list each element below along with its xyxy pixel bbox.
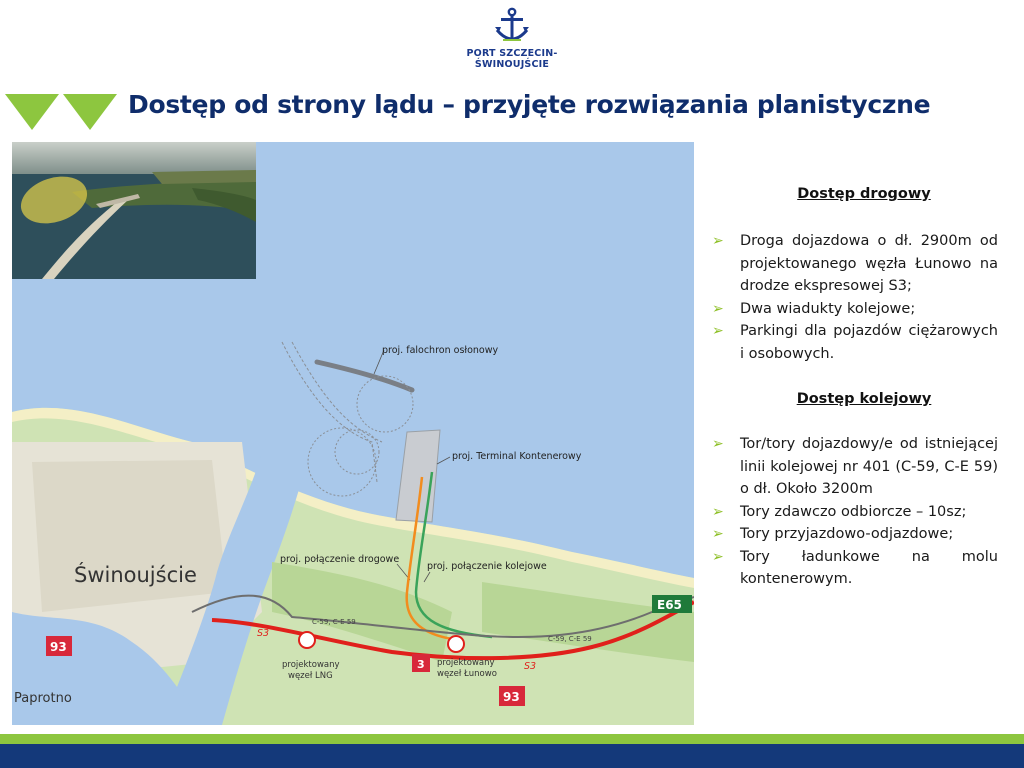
rail-access-item: Tory zdawczo odbiorcze – 10sz; [740, 503, 967, 520]
list-item [710, 523, 998, 546]
list-item [710, 230, 998, 298]
label-junction-lng-2: węzeł LNG [288, 671, 333, 681]
rail-access-heading: Dostęp kolejowy [796, 391, 932, 407]
label-rail-connection: proj. połączenie kolejowe [427, 561, 547, 572]
bullet-arrow-icon: ➢ [712, 300, 724, 317]
list-item [710, 298, 998, 321]
label-town: Świnoujście [74, 563, 197, 587]
road-access-heading: Dostęp drogowy [797, 186, 931, 202]
bullet-arrow-icon: ➢ [712, 548, 724, 565]
rail-access-list [710, 433, 998, 591]
planning-map [12, 142, 694, 725]
label-s3-right: S3 [524, 661, 537, 672]
label-terminal: proj. Terminal Kontenerowy [452, 451, 582, 462]
route-e65-shield: E65 [657, 598, 682, 612]
label-rail-line-b: C-59, C-E 59 [548, 635, 592, 643]
road-access-list [710, 230, 998, 365]
list-item [710, 501, 998, 524]
bullet-arrow-icon: ➢ [712, 323, 724, 339]
bullet-arrow-icon: ➢ [712, 436, 724, 452]
road-access-item: Dwa wiadukty kolejowe; [740, 300, 916, 317]
brand-name: PORT SZCZECIN-ŚWINOUJŚCIE [466, 48, 558, 70]
chevron-arrows-icon [5, 94, 120, 134]
bullet-arrow-icon: ➢ [712, 233, 724, 249]
footer-accent-bar [0, 734, 1024, 744]
access-description [710, 186, 998, 591]
route-93-shield-b: 93 [503, 690, 520, 704]
rail-access-item: Tory przyjazdowo-odjazdowe; [740, 526, 954, 542]
road-access-item: Parkingi dla pojazdów ciężarowych i osobowych. [740, 323, 998, 362]
rail-access-item: Tor/tory dojazdowy/e od istniejącej linii kolejowej nr 401 (C-59, C-E 59) o dł. Około 3200m [740, 436, 998, 497]
route-93-shield-a: 93 [50, 640, 67, 654]
anchor-icon [492, 6, 532, 46]
label-rail-line-a: C-59, C-E 59 [312, 618, 356, 626]
rail-access-item: Tory ładunkowe na molu kontenerowym. [740, 548, 998, 587]
label-breakwater: proj. falochron osłonowy [382, 345, 499, 356]
list-item [710, 433, 998, 501]
list-item [710, 320, 998, 365]
label-village: Paprotno [14, 691, 72, 706]
road-access-item: Droga dojazdowa o dł. 2900m od projektowanego węzła Łunowo na drodze ekspresowej S3; [740, 233, 998, 294]
label-junction-lunowo-1: projektowany [437, 658, 495, 668]
slide-title: Dostęp od strony lądu – przyjęte rozwiązania planistyczne [128, 90, 931, 119]
label-junction-lunowo-2: węzeł Łunowo [437, 669, 497, 679]
footer-bar [0, 744, 1024, 768]
bullet-arrow-icon: ➢ [712, 503, 724, 520]
label-s3-left: S3 [257, 628, 270, 639]
label-junction-lng-1: projektowany [282, 660, 340, 670]
label-road-connection: proj. połączenie drogowe [280, 554, 400, 565]
route-3-shield: 3 [417, 658, 425, 671]
aerial-photo [12, 142, 256, 279]
list-item [710, 546, 998, 591]
port-logo [430, 6, 594, 68]
bullet-arrow-icon: ➢ [712, 526, 724, 542]
